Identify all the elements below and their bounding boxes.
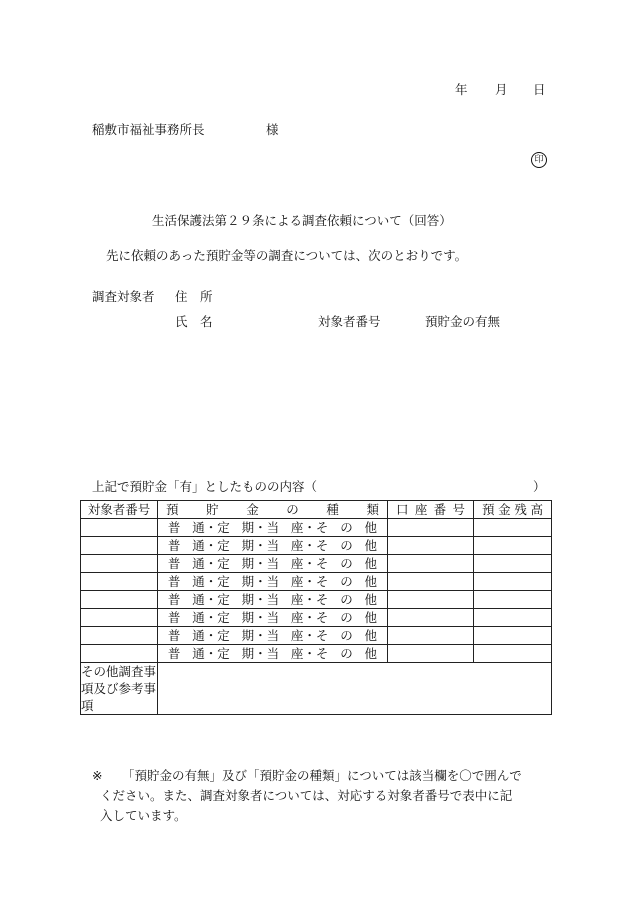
date-month-label: 月: [495, 82, 508, 97]
header-account-char: 番: [433, 502, 447, 517]
header-balance-char: 預: [482, 502, 495, 517]
row-kind-option: 座・そ: [290, 592, 329, 607]
row-balance-cell[interactable]: [474, 645, 552, 663]
header-account: [388, 501, 474, 519]
header-balance-char: 金: [498, 502, 511, 517]
row-kind-option: の: [340, 574, 353, 589]
header-kind: [158, 501, 388, 519]
addressee-honorific: 様: [266, 122, 279, 137]
row-kind-option: の: [340, 610, 353, 625]
row-kind-option: 期・当: [241, 592, 280, 607]
row-balance-cell[interactable]: [474, 591, 552, 609]
table-row: [81, 537, 552, 555]
row-kind-option: の: [340, 646, 353, 661]
row-kind-cell[interactable]: [158, 609, 388, 627]
row-balance-cell[interactable]: [474, 627, 552, 645]
footnote-line: ください。また、調査対象者については、対応する対象者番号で表中に記: [100, 788, 513, 803]
header-kind-char: 金: [246, 502, 259, 517]
row-kind-option: 座・そ: [290, 628, 329, 643]
header-account-char: 号: [452, 502, 465, 517]
row-number-cell[interactable]: [81, 519, 158, 537]
header-kind-char: 預: [166, 502, 179, 517]
row-kind-option: 通・定: [192, 520, 230, 535]
row-kind-option: 他: [364, 646, 378, 661]
document-title: 生活保護法第２９条による調査依頼について（回答）: [152, 213, 452, 228]
intro-text: 先に依頼のあった預貯金等の調査については、次のとおりです。: [106, 248, 468, 263]
row-account-cell[interactable]: [388, 519, 474, 537]
row-kind-option: 普: [167, 574, 181, 589]
row-kind-option: 普: [167, 556, 181, 571]
row-kind-option: 通・定: [192, 556, 230, 571]
header-balance: [474, 501, 552, 519]
table-row: [81, 591, 552, 609]
row-kind-option: 期・当: [241, 574, 280, 589]
row-kind-option: 普: [167, 646, 181, 661]
row-number-cell[interactable]: [81, 591, 158, 609]
row-account-cell[interactable]: [388, 537, 474, 555]
row-kind-option: 座・そ: [290, 556, 329, 571]
row-kind-cell[interactable]: [158, 645, 388, 663]
row-kind-option: 普: [167, 538, 181, 553]
header-kind-char: 貯: [206, 502, 219, 517]
row-account-cell[interactable]: [388, 627, 474, 645]
row-number-cell[interactable]: [81, 645, 158, 663]
row-kind-cell[interactable]: [158, 591, 388, 609]
subject-label: 調査対象者: [92, 289, 155, 304]
row-kind-option: 通・定: [192, 574, 230, 589]
row-kind-option: 普: [167, 610, 181, 625]
seal-mark: 印: [531, 152, 547, 168]
row-kind-option: 期・当: [241, 646, 280, 661]
date-year-label: 年: [455, 82, 468, 97]
table-row: [81, 645, 552, 663]
subject-address-label: 住 所: [175, 289, 213, 304]
header-number: 対象者番号: [81, 501, 158, 519]
row-balance-cell[interactable]: [474, 555, 552, 573]
row-account-cell[interactable]: [388, 591, 474, 609]
header-balance-char: 高: [530, 502, 543, 517]
footnote-mark: ※: [92, 768, 103, 783]
detail-caption-close: ）: [533, 479, 546, 494]
row-kind-option: の: [340, 556, 353, 571]
row-account-cell[interactable]: [388, 555, 474, 573]
row-kind-option: 通・定: [192, 628, 230, 643]
header-account-char: 座: [414, 502, 428, 517]
row-kind-option: 座・そ: [290, 646, 329, 661]
row-kind-option: 座・そ: [290, 538, 329, 553]
row-number-cell[interactable]: [81, 537, 158, 555]
row-kind-option: 普: [167, 520, 181, 535]
row-number-cell[interactable]: [81, 609, 158, 627]
row-kind-cell[interactable]: [158, 627, 388, 645]
row-balance-cell[interactable]: [474, 537, 552, 555]
row-kind-option: の: [340, 538, 353, 553]
header-account-char: 口: [396, 502, 409, 517]
other-items-field[interactable]: [158, 663, 552, 715]
row-kind-option: の: [340, 520, 353, 535]
row-kind-option: 他: [364, 628, 378, 643]
row-kind-option: の: [340, 628, 353, 643]
row-kind-option: 通・定: [192, 610, 230, 625]
row-number-cell[interactable]: [81, 555, 158, 573]
addressee-office: 稲敷市福祉事務所長: [92, 122, 205, 137]
other-items-row: [81, 663, 552, 715]
subject-number-label: 対象者番号: [318, 314, 381, 329]
other-items-label: その他調査事項及び参考事項: [81, 664, 157, 713]
row-balance-cell[interactable]: [474, 609, 552, 627]
header-kind-char: 類: [366, 502, 379, 517]
row-number-cell[interactable]: [81, 627, 158, 645]
row-kind-option: 座・そ: [290, 574, 329, 589]
table-header-row: [81, 501, 552, 519]
row-kind-option: 普: [167, 628, 181, 643]
footnote-line: 「預貯金の有無」及び「預貯金の種類」については該当欄を〇で囲んで: [122, 768, 522, 783]
row-kind-option: 他: [364, 574, 378, 589]
row-kind-cell[interactable]: [158, 519, 388, 537]
row-kind-cell[interactable]: [158, 573, 388, 591]
header-kind-char: の: [286, 502, 299, 517]
row-kind-cell[interactable]: [158, 537, 388, 555]
row-balance-cell[interactable]: [474, 573, 552, 591]
deposit-table: [80, 500, 552, 715]
table-row: [81, 555, 552, 573]
table-row: [81, 609, 552, 627]
table-row: [81, 519, 552, 537]
row-kind-option: 座・そ: [290, 610, 329, 625]
row-balance-cell[interactable]: [474, 519, 552, 537]
row-account-cell[interactable]: [388, 573, 474, 591]
row-account-cell[interactable]: [388, 609, 474, 627]
row-kind-option: 普: [167, 592, 181, 607]
subject-name-label: 氏 名: [175, 314, 213, 329]
row-kind-option: 期・当: [241, 556, 280, 571]
row-number-cell[interactable]: [81, 573, 158, 591]
detail-caption: 上記で預貯金「有」としたものの内容（: [92, 479, 318, 494]
subject-deposit-label: 預貯金の有無: [425, 314, 501, 329]
table-row: [81, 627, 552, 645]
row-kind-option: 他: [364, 538, 378, 553]
date-day-label: 日: [533, 82, 546, 97]
row-kind-option: 期・当: [241, 610, 280, 625]
row-kind-option: 期・当: [241, 628, 280, 643]
row-kind-cell[interactable]: [158, 555, 388, 573]
row-kind-option: の: [340, 592, 353, 607]
row-kind-option: 他: [364, 610, 378, 625]
row-account-cell[interactable]: [388, 645, 474, 663]
row-kind-option: 座・そ: [290, 520, 329, 535]
row-kind-option: 他: [364, 520, 378, 535]
row-kind-option: 他: [364, 592, 378, 607]
header-kind-char: 種: [326, 502, 339, 517]
row-kind-option: 通・定: [192, 538, 230, 553]
row-kind-option: 通・定: [192, 646, 230, 661]
footnote-line: 入しています。: [100, 808, 187, 823]
row-kind-option: 他: [364, 556, 378, 571]
table-row: [81, 573, 552, 591]
header-balance-char: 残: [514, 502, 527, 517]
row-kind-option: 通・定: [192, 592, 230, 607]
row-kind-option: 期・当: [241, 538, 280, 553]
row-kind-option: 期・当: [241, 520, 280, 535]
